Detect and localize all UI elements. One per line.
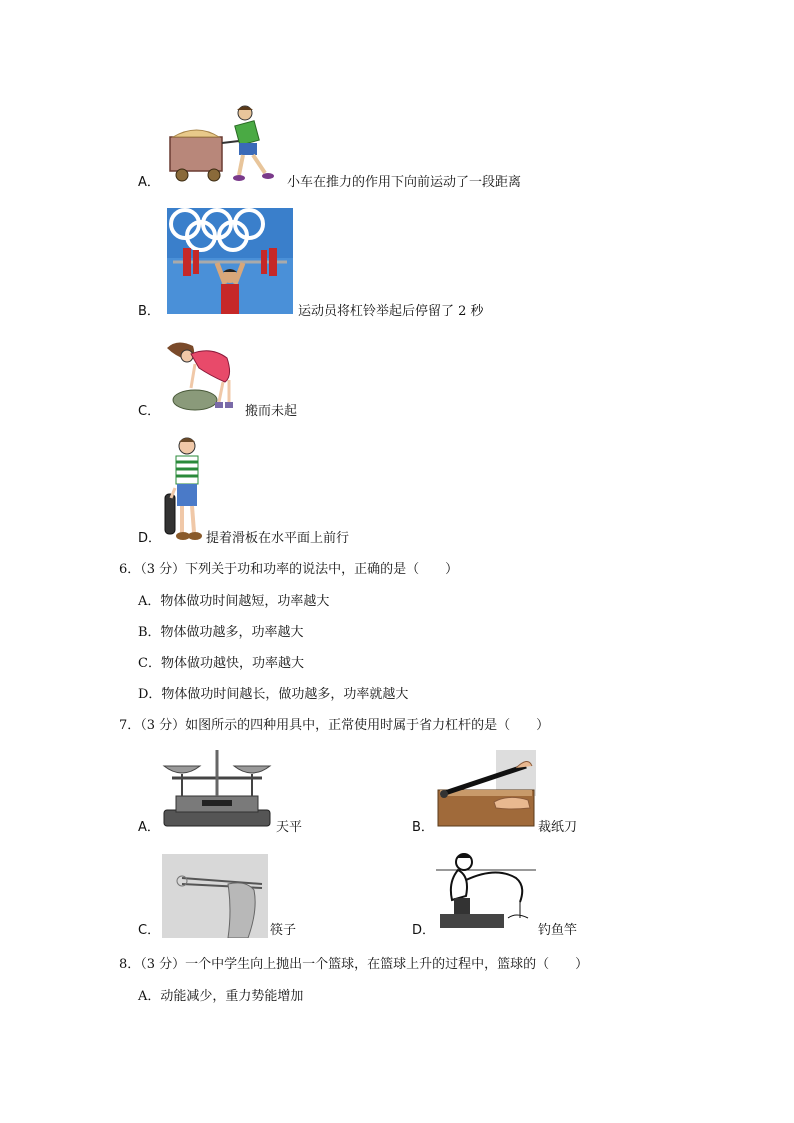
q6-option-a: A．物体做功时间越短，功率越大 xyxy=(138,594,330,609)
balance-scale-image xyxy=(162,748,274,830)
q5-option-a-text: 小车在推力的作用下向前运动了一段距离 xyxy=(287,175,522,190)
fishing-rod-image xyxy=(436,852,536,936)
q7-option-c-text: 筷子 xyxy=(270,923,297,938)
q6-option-d: D．物体做功时间越长，做功越多，功率就越大 xyxy=(138,687,409,702)
girl-lifting-rock-image xyxy=(165,340,243,412)
q5-option-c-letter: C． xyxy=(138,404,161,419)
q7-option-b-text: 裁纸刀 xyxy=(538,820,578,835)
q5-option-c-text: 搬而未起 xyxy=(245,404,298,419)
q5-option-d-letter: D． xyxy=(138,531,162,546)
q6-option-b: B．物体做功越多，功率越大 xyxy=(138,625,304,640)
q6-option-c: C．物体做功越快，功率越大 xyxy=(138,656,304,671)
chopsticks-hand-image xyxy=(162,854,268,938)
question-7-stem: 7．（3 分）如图所示的四种用具中，正常使用时属于省力杠杆的是（ ） xyxy=(119,718,550,733)
q7-option-a-letter: A． xyxy=(138,820,160,835)
q7-option-d-letter: D． xyxy=(412,923,436,938)
q7-option-a-text: 天平 xyxy=(276,820,303,835)
q7-option-b-letter: B． xyxy=(412,820,434,835)
paper-cutter-image xyxy=(436,750,536,830)
q5-option-d-text: 提着滑板在水平面上前行 xyxy=(206,531,350,546)
boy-carrying-skateboard-image xyxy=(163,436,209,542)
q7-option-d-text: 钓鱼竿 xyxy=(538,923,578,938)
q7-option-c-letter: C． xyxy=(138,923,161,938)
question-8-stem: 8．（3 分）一个中学生向上抛出一个篮球，在篮球上升的过程中，篮球的（ ） xyxy=(119,957,589,972)
weightlifter-image xyxy=(167,208,293,314)
q8-option-a: A．动能减少，重力势能增加 xyxy=(138,989,304,1004)
boy-pushing-cart-image xyxy=(167,105,285,183)
q5-option-b-text: 运动员将杠铃举起后停留了 2 秒 xyxy=(298,304,484,319)
q5-option-a-letter: A． xyxy=(138,175,160,190)
question-6-stem: 6．（3 分）下列关于功和功率的说法中，正确的是（ ） xyxy=(119,562,459,577)
q5-option-b-letter: B． xyxy=(138,304,160,319)
